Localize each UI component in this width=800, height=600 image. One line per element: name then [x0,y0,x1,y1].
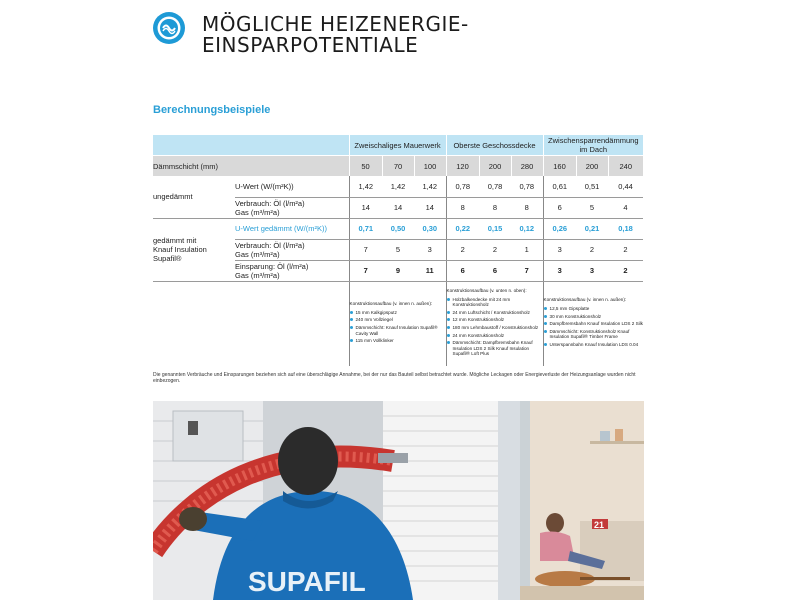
u-insulated-label: U-Wert gedämmt (W/(m²K)) [235,218,349,239]
u-value-cell: 1,42 [349,176,382,197]
u-value-cell: 0,51 [576,176,608,197]
insulated-label: gedämmt mit Knauf Insulation Supafil® [153,218,235,281]
u-value-cell: 0,78 [511,176,543,197]
number-sign-text: 21 [594,520,605,530]
consumption-cell: 14 [382,197,414,218]
savings-cell: 7 [511,260,543,281]
savings-cell: 3 [543,260,576,281]
u-insulated-cell: 0,71 [349,218,382,239]
calculation-table [153,135,643,366]
u-value-cell: 1,42 [382,176,414,197]
u-value-cell: 1,42 [414,176,446,197]
consumption-cell: 2 [479,239,511,260]
consumption-cell: 14 [349,197,382,218]
u-insulated-cell: 0,12 [511,218,543,239]
group-header-masonry: Zweischaliges Mauerwerk [349,135,446,156]
group-header-roof: Zwischensparrendämmung im Dach [543,135,643,156]
u-insulated-row [153,218,643,239]
u-value-row [153,176,643,197]
u-insulated-cell: 0,26 [543,218,576,239]
thickness-cell: 160 [543,156,576,177]
thickness-cell: 200 [479,156,511,177]
consumption-cell: 3 [414,239,446,260]
u-value-label: U-Wert (W/(m²K)) [235,176,349,197]
consumption-cell: 8 [446,197,479,218]
consumption-cell: 3 [543,239,576,260]
u-value-cell: 0,44 [608,176,643,197]
thickness-label: Dämmschicht (mm) [153,156,349,177]
consumption-cell: 1 [511,239,543,260]
consumption-cell: 5 [576,197,608,218]
savings-cell: 7 [349,260,382,281]
u-value-cell: 0,78 [446,176,479,197]
construction-note-roof: Konstruktionsaufbau (v. innen n. außen): 12,5 mm Gipsplatte 30 mm Konstruktionsholz Dampfbremsbahn Knauf Insulation LDS 2 Silk Dämmschicht: Konstruktionsholz Knauf Insulation Supafil® Timber Frame Unterspannbahn Knauf Insulation LDS 0.04 [543,281,643,366]
savings-label: Einsparung: Öl (l/m²a) Gas (m³/m²a) [235,260,349,281]
page-title: MÖGLICHE HEIZENERGIE- EINSPARPOTENTIALE [202,12,469,57]
group-header-ceiling: Oberste Geschossdecke [446,135,543,156]
thickness-cell: 70 [382,156,414,177]
construction-note-masonry: Konstruktionsaufbau (v. innen n. außen): 15 mm Kalkgipsputz 240 mm Vollziegel Dämmschicht: Knauf Insulation Supafil® Cavity Wall 115 mm Vollklinker [349,281,446,366]
u-insulated-cell: 0,21 [576,218,608,239]
thickness-cell: 120 [446,156,479,177]
thickness-row [153,156,643,177]
knauf-logo-icon [153,12,185,44]
u-insulated-cell: 0,50 [382,218,414,239]
construction-notes-row [153,281,643,366]
construction-note-ceiling: Konstruktionsaufbau (v. unten n. oben): Holzbalkendecke mit 24 mm Konstruktionsholz 24 mm Luftschicht / Konstruktionsholz 12 mm Konstruktionsholz 180 mm Lehmbaustoff / Konstruktionsholz 24 mm Konstruktionsholz Dämmschicht: Dampfbremsbahn Knauf Insulation LDS 2 Silk Knauf Insulation Supafil® Loft Plus [446,281,543,366]
savings-cell: 3 [576,260,608,281]
consumption-label: Verbrauch: Öl (l/m²a) Gas (m³/m²a) [235,197,349,218]
installer-photo [153,401,520,600]
shirt-logo-text: SUPAFIL [248,566,366,597]
consumption-cell: 8 [511,197,543,218]
u-insulated-cell: 0,18 [608,218,643,239]
thickness-cell: 200 [576,156,608,177]
thickness-cell: 50 [349,156,382,177]
consumption-cell: 7 [349,239,382,260]
thickness-cell: 280 [511,156,543,177]
consumption-cell: 4 [608,197,643,218]
header-row [153,135,643,156]
consumption-cell: 8 [479,197,511,218]
savings-cell: 6 [479,260,511,281]
thickness-cell: 240 [608,156,643,177]
savings-cell: 11 [414,260,446,281]
thickness-cell: 100 [414,156,446,177]
consumption-cell: 14 [414,197,446,218]
savings-cell: 9 [382,260,414,281]
savings-cell: 2 [608,260,643,281]
consumption-cell: 5 [382,239,414,260]
consumption-cell: 6 [543,197,576,218]
consumption-label: Verbrauch: Öl (l/m²a) Gas (m³/m²a) [235,239,349,260]
uninsulated-label: ungedämmt [153,176,235,218]
savings-cell: 6 [446,260,479,281]
u-insulated-cell: 0,15 [479,218,511,239]
consumption-cell: 2 [446,239,479,260]
section-subtitle: Berechnungsbeispiele [153,104,271,116]
u-value-cell: 0,61 [543,176,576,197]
consumption-cell: 2 [608,239,643,260]
child-room-photo [520,401,644,600]
u-insulated-cell: 0,22 [446,218,479,239]
footnote: Die genannten Verbräuche und Einsparungen beziehen sich auf eine überschlägige Annahme, bei der nur das Bauteil selbst betrachtet wurde. Mögliche Leckagen oder Energieverluste der Heizungsanlage wurden nicht einbezogen. [153,372,636,384]
u-value-cell: 0,78 [479,176,511,197]
consumption-cell: 2 [576,239,608,260]
u-insulated-cell: 0,30 [414,218,446,239]
